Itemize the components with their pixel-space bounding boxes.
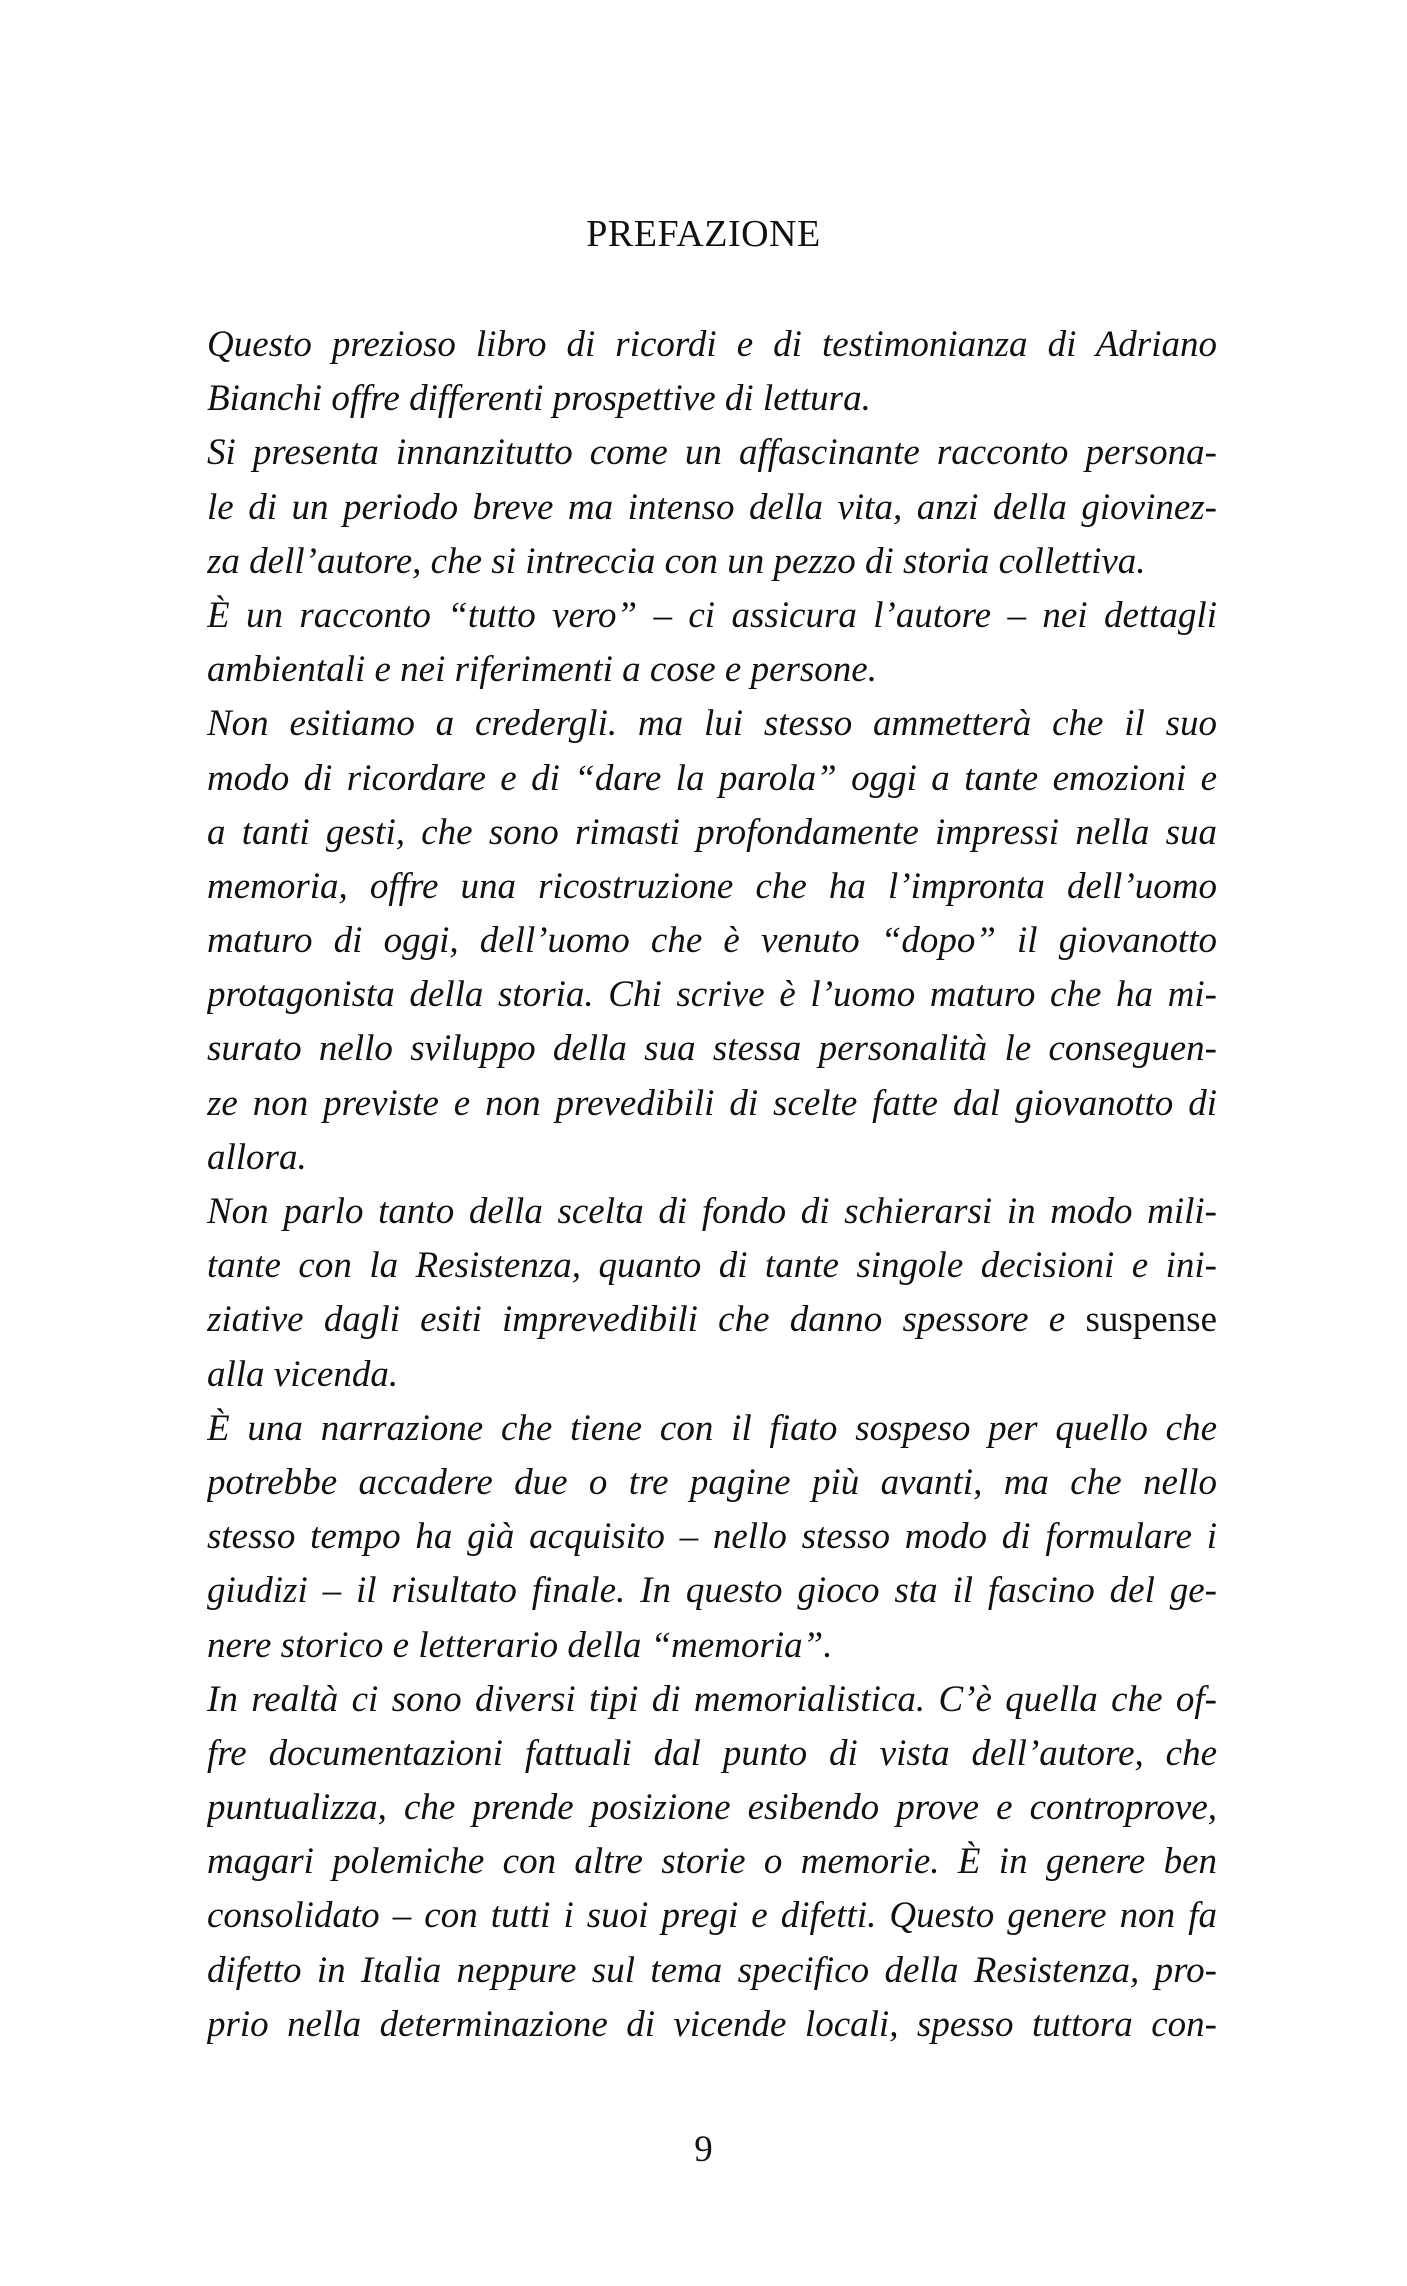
preface-body (207, 318, 1217, 2052)
text-line: tante con la Resistenza, quanto di tante singole decisioni e ini- (207, 1245, 1217, 1287)
text-line: puntualizza, che prende posizione esibendo prove e controprove, (207, 1787, 1217, 1829)
text-line: fre documentazioni fattuali dal punto di vista dell’autore, che (207, 1732, 1217, 1774)
text-line: È un racconto “tutto vero” – ci assicura l’autore – nei dettagli (207, 594, 1217, 636)
text-line: protagonista della storia. Chi scrive è l’uomo maturo che ha mi- (207, 974, 1217, 1016)
text-line: Si presenta innanzitutto come un affascinante racconto persona- (207, 432, 1217, 474)
text-line: consolidato – con tutti i suoi pregi e difetti. Questo genere non fa (207, 1895, 1217, 1937)
text-line: le di un periodo breve ma intenso della vita, anzi della giovinez- (207, 486, 1217, 528)
text-line: a tanti gesti, che sono rimasti profondamente impressi nella sua (207, 811, 1217, 853)
text-line: surato nello sviluppo della sua stessa personalità le conseguen- (207, 1028, 1217, 1070)
page-title: PREFAZIONE (586, 213, 821, 255)
text-line: allora. (207, 1136, 307, 1178)
text-line: magari polemiche con altre storie o memorie. È in genere ben (207, 1841, 1217, 1883)
text-line: È una narrazione che tiene con il fiato sospeso per quello che (207, 1407, 1217, 1449)
text-line: Questo prezioso libro di ricordi e di testimonianza di Adriano (207, 324, 1217, 365)
page-number: 9 (694, 2129, 713, 2170)
text-line: Non parlo tanto della scelta di fondo di schierarsi in modo mili- (207, 1191, 1217, 1232)
text-line: nere storico e letterario della “memoria”. (207, 1624, 833, 1666)
text-line: za dell’autore, che si intreccia con un pezzo di storia collettiva. (207, 540, 1146, 582)
text-line: memoria, offre una ricostruzione che ha l’impronta dell’uomo (207, 865, 1217, 907)
text-line: alla vicenda. (207, 1353, 399, 1395)
text-line: Non esitiamo a credergli. ma lui stesso ammetterà che il suo (207, 703, 1217, 745)
text-line: ambientali e nei riferimenti a cose e persone. (207, 649, 877, 691)
text-line: ze non previste e non prevedibili di scelte fatte dal giovanotto di (207, 1082, 1217, 1124)
text-line: Bianchi offre differenti prospettive di lettura. (207, 378, 871, 420)
text-line: potrebbe accadere due o tre pagine più avanti, ma che nello (207, 1461, 1217, 1503)
text-line: modo di ricordare e di “dare la parola” oggi a tante emozioni e (207, 757, 1217, 799)
text-line: ziative dagli esiti imprevedibili che danno spessore e suspense (207, 1299, 1217, 1341)
text-line: In realtà ci sono diversi tipi di memorialistica. C’è quella che of- (207, 1678, 1217, 1720)
text-line: stesso tempo ha già acquisito – nello stesso modo di formulare i (207, 1516, 1217, 1558)
text-line: difetto in Italia neppure sul tema specifico della Resistenza, pro- (207, 1949, 1217, 1991)
text-line: maturo di oggi, dell’uomo che è venuto “dopo” il giovanotto (207, 920, 1217, 962)
text-line: giudizi – il risultato finale. In questo gioco sta il fascino del ge- (207, 1570, 1217, 1612)
text-line: prio nella determinazione di vicende locali, spesso tuttora con- (207, 2003, 1217, 2045)
